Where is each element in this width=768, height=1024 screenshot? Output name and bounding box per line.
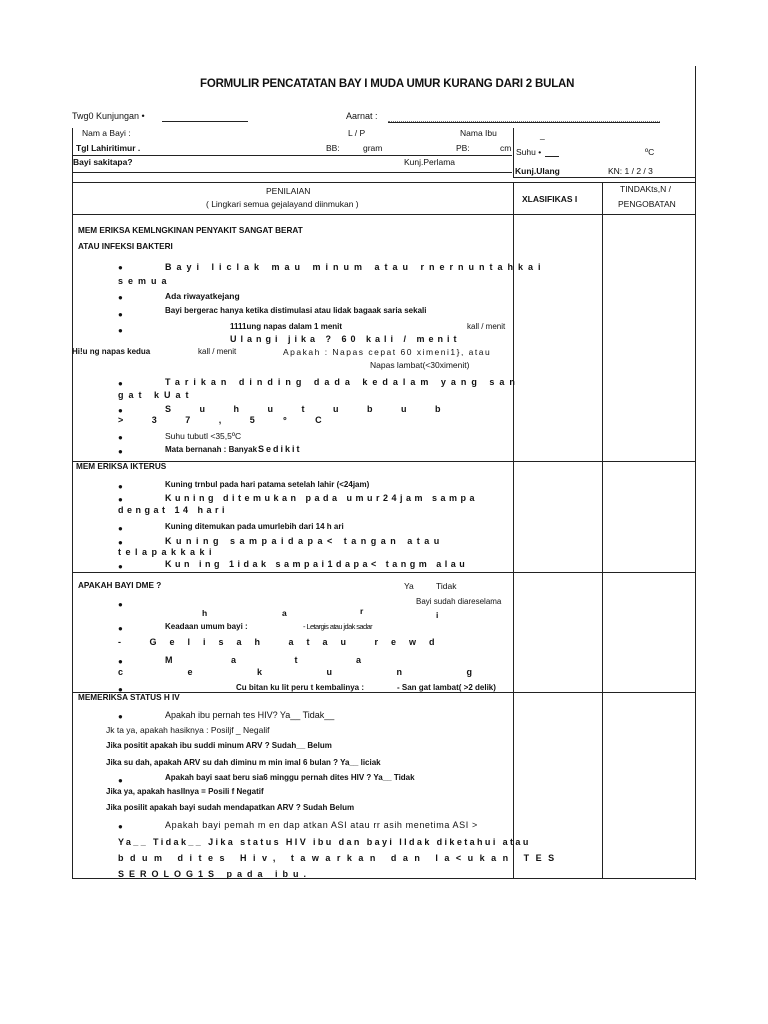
s2-item4-line2: telapakkaki <box>118 547 217 557</box>
s3-item2-left: Keadaan umum bayi : <box>165 622 248 631</box>
header-right-divider <box>513 128 514 178</box>
bullet: ● <box>118 326 123 335</box>
s3-item4-line2: c e k u n g <box>118 667 504 677</box>
table-col2-line <box>602 182 603 878</box>
bullet: ● <box>118 406 123 415</box>
s4-item10: bdum dites Hiv, tawarkan dan la<ukan TES <box>118 853 561 863</box>
bullet: ● <box>118 776 123 785</box>
kn-label: KN: 1 / 2 / 3 <box>608 166 653 176</box>
bullet: ● <box>118 712 123 721</box>
s1-item4-line2: Ulangi jika ? 60 kali / menit <box>230 334 461 344</box>
s4-item1: Apakah ibu pernah tes HIV? Ya__ Tidak__ <box>165 710 335 720</box>
s4-item8: Apakah bayi pemah m en dap atkan ASI atau rr asih menetima ASI > <box>165 820 478 830</box>
section3-top-line <box>72 572 696 573</box>
s3-item1-a: a <box>282 608 287 618</box>
s4-item5: Apakah bayi saat beru sia6 minggu pernah dites HIV ? Ya__ Tidak <box>165 773 415 782</box>
s1-item4-line4: Napas lambat(<30ximenit) <box>370 360 470 370</box>
baby-name-label: Nam a Bayi : <box>82 128 131 138</box>
assessment-header: PENILAIAN <box>266 186 311 196</box>
length-unit: cm <box>500 143 512 153</box>
address-underline <box>388 122 660 123</box>
classification-header: XLASIFIKAS I <box>522 194 578 204</box>
bullet: ● <box>118 562 123 571</box>
header-kn-line <box>513 177 696 178</box>
s3-item5-left: Cu bitan ku lit peru t kembalinya : <box>236 683 365 692</box>
birth-date-label: Tgl Lahiritimur . <box>76 143 141 153</box>
s3-item1-r: r <box>360 606 364 616</box>
gender-label: L / P <box>348 128 366 138</box>
section4-heading: MEMERIKSA STATUS H IV <box>78 693 180 702</box>
s4-item6: Jika ya, apakah haslInya = Posili f Negatif <box>106 787 264 796</box>
section2-heading: MEM ERIKSA IKTERUS <box>76 462 167 471</box>
bullet: ● <box>118 600 123 609</box>
s1-item4-line3-right: Apakah : Napas cepat 60 ximeni1}, atau <box>283 347 492 357</box>
s3-item3: - Gelisah atau rewd <box>118 637 448 647</box>
visit-date-field[interactable] <box>162 121 248 122</box>
temperature-unit: ºC <box>645 147 655 157</box>
s2-item1: Kuning trnbul pada hari patama setelah lahir (<24jam) <box>165 480 370 489</box>
s3-item5-right: - San gat lambat( >2 delik) <box>397 683 496 692</box>
s1-item3: Bayi bergerac hanya ketika distimulasi atau lidak bagaak saria sekali <box>165 306 427 315</box>
s3-item1-right: Bayi sudah diareselama <box>416 597 502 606</box>
sick-question-label: Bayi sakitapa? <box>73 157 133 167</box>
s3-item1-h: h <box>202 608 208 618</box>
s1-item6-line2: > 3 7 , 5 º C <box>118 415 335 425</box>
bullet: ● <box>118 263 123 272</box>
mother-name-dash: _ <box>540 130 545 140</box>
header-row2-line <box>72 172 512 173</box>
bullet: ● <box>118 379 123 388</box>
s3-item4-line1: M a t a <box>165 655 390 665</box>
visit-date-label: Twg0 Kunjungan • <box>72 111 145 121</box>
bullet: ● <box>118 310 123 319</box>
treatment-header-2: PENGOBATAN <box>618 199 676 209</box>
first-visit-label: Kunj.Perlama <box>404 157 456 167</box>
section3-heading: APAKAH BAYI DME ? <box>78 581 162 590</box>
temperature-field[interactable] <box>545 156 559 157</box>
s1-item4-line3-left: Hi!u ng napas kedua <box>72 347 151 356</box>
weight-label: BB: <box>326 143 340 153</box>
s1-item5-line1: Tarikan dinding dada kedalam yang san <box>165 377 520 387</box>
s4-item7: Jika posilit apakah bayi sudah mendapatkan ARV ? Sudah Belum <box>106 803 355 812</box>
s3-item1-i: i <box>436 610 439 620</box>
bullet: ● <box>118 822 123 831</box>
s2-item4-line1: Kuning sampaidapa< tangan atau <box>165 536 444 546</box>
bullet: ● <box>118 685 123 694</box>
mother-name-label: Nama Ibu <box>460 128 497 138</box>
right-edge-line <box>695 66 696 880</box>
bullet: ● <box>118 293 123 302</box>
bullet: ● <box>118 624 123 633</box>
section1-heading-1: MEM ERIKSA KEMLNGKINAN PENYAKIT SANGAT BERAT <box>78 226 303 235</box>
s2-item5: Kun ing 1idak sampai1dapa< tangm alau <box>165 559 469 569</box>
bullet: ● <box>118 538 123 547</box>
s1-item7: Suhu tubutl <35,5ºC <box>165 431 242 441</box>
table-col1-line <box>513 182 514 878</box>
bullet: ● <box>118 657 123 666</box>
s1-item4-line1: 1111ung napas dalam 1 menit <box>230 322 343 331</box>
s1-item4-line3-mid: kall / menit <box>198 347 237 356</box>
s1-item1-line1: Bayi liclak mau minum atau rnernuntahkai <box>165 262 546 272</box>
s4-item4: Jika su dah, apakah ARV su dah diminu m min imal 6 bulan ? Ya__ liciak <box>106 758 381 767</box>
table-left-line <box>72 182 73 878</box>
header-row1-line <box>72 155 512 156</box>
s1-item5-line2: gat kUat <box>118 390 194 400</box>
s4-item3: Jika positit apakah ibu suddi minum ARV ? Sudah__ Belum <box>106 741 332 750</box>
s1-item8-right: Sedikit <box>258 444 302 454</box>
s1-item2: Ada riwayatkejang <box>165 291 240 301</box>
bullet: ● <box>118 495 123 504</box>
s4-item11: SEROLOG1S pada ibu. <box>118 869 312 879</box>
bullet: ● <box>118 447 123 456</box>
s4-item9: Ya__ Tidak__ Jika status HIV ibu dan bayi lldak diketahui atau <box>118 837 531 847</box>
s2-item2-line1: Kuning ditemukan pada umur24jam sampa <box>165 493 479 503</box>
s4-item2: Jk ta ya, apakah hasiknya : Posiljf _ Negalif <box>106 725 270 735</box>
weight-unit: gram <box>363 143 383 153</box>
s1-item1-line2: semua <box>118 276 172 286</box>
s1-item6-line1: S u h u t u b u b <box>165 404 454 414</box>
address-label: Aarnat : <box>346 111 378 121</box>
treatment-header-1: TINDAKts,N / <box>620 184 672 194</box>
bullet: ● <box>118 524 123 533</box>
temperature-label: Suhu • <box>516 147 542 157</box>
s3-no: Tidak <box>436 581 457 591</box>
s3-item2-right: - Letargis atau jdak sadar <box>303 622 373 631</box>
s1-item4-count1: kall / menit <box>467 322 506 331</box>
s3-yes: Ya <box>404 581 414 591</box>
length-label: PB: <box>456 143 470 153</box>
bullet: ● <box>118 433 123 442</box>
bullet: ● <box>118 482 123 491</box>
repeat-visit-label: Kunj.Ulang <box>515 166 560 176</box>
page-title: FORMULIR PENCATATAN BAY I MUDA UMUR KURANG DARI 2 BULAN <box>200 78 575 90</box>
section1-heading-2: ATAU INFEKSI BAKTERI <box>78 242 173 251</box>
s2-item3: Kuning ditemukan pada umurlebih dari 14 h ari <box>165 522 344 531</box>
s2-item2-line2: dengat 14 hari <box>118 505 229 515</box>
s1-item8-left: Mata bernanah : Banyak <box>165 445 258 454</box>
assessment-subheader: ( Lingkari semua gejalayand diinmukan ) <box>206 199 359 209</box>
